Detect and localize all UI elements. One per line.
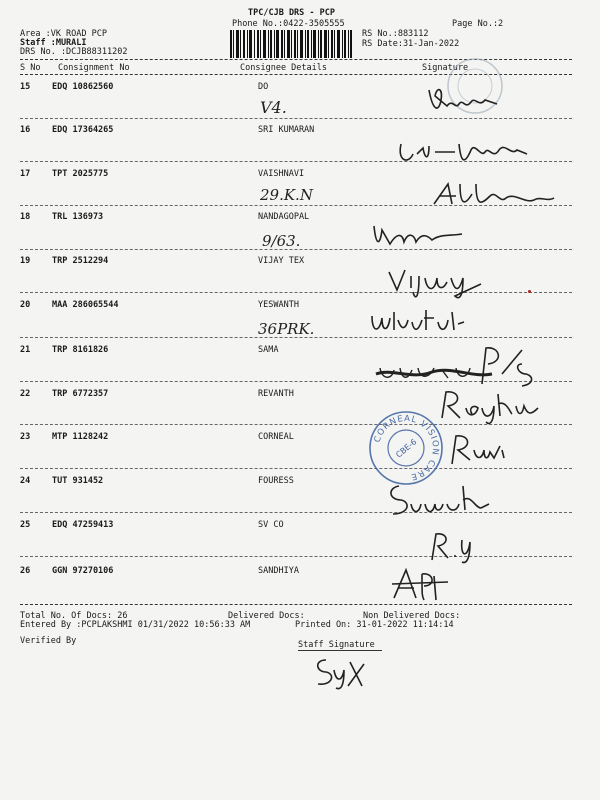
row-handnote: 36PRK. (258, 320, 315, 338)
row-consignee: SRI KUMARAN (258, 125, 315, 135)
row-sno: 23 (20, 432, 31, 442)
signature-row-15 (425, 82, 505, 118)
stamp-center-text: CBE-6 (394, 437, 419, 460)
col-consignment: Consignment No (58, 63, 130, 73)
signature-row-22 (438, 388, 548, 424)
col-sno: S No (20, 63, 41, 73)
printed-on: Printed On: 31-01-2022 11:14:14 (295, 620, 454, 630)
signature-row-23 (448, 432, 508, 466)
row-divider (20, 249, 572, 250)
row-handnote: V4. (260, 98, 287, 117)
table-bottom-rule (20, 604, 572, 605)
total-docs: Total No. Of Docs: 26 (20, 611, 128, 621)
row-consignee: VAISHNAVI (258, 169, 305, 179)
row-divider (20, 337, 572, 338)
col-consignee: Consignee Details (240, 63, 327, 73)
signature-row-24 (385, 480, 495, 520)
row-consignment: GGN 97270106 (52, 566, 114, 576)
row-sno: 25 (20, 520, 31, 530)
barcode (230, 30, 352, 58)
row-consignment: TRL 136973 (52, 212, 104, 222)
row-sno: 19 (20, 256, 31, 266)
row-consignment: EDQ 47259413 (52, 520, 114, 530)
entered-by: Entered By :PCPLAKSHMI 01/31/2022 10:56:33 AM (20, 620, 251, 630)
row-consignment: TUT 931452 (52, 476, 104, 486)
signature-row-20 (368, 306, 468, 336)
row-consignment: EDQ 17364265 (52, 125, 114, 135)
verified-by-label: Verified By (20, 636, 77, 646)
row-sno: 26 (20, 566, 31, 576)
ink-dot (528, 290, 531, 293)
row-sno: 21 (20, 345, 31, 355)
delivered-docs: Delivered Docs: (228, 611, 305, 621)
row-consignment: TRP 2512294 (52, 256, 109, 266)
staff-signature-label: Staff Signature (298, 640, 375, 650)
area-label: Area :VK ROAD PCP (20, 29, 107, 39)
stamp-ring-text: CORNEAL VISION CARE (372, 413, 441, 482)
row-consignee: VIJAY TEX (258, 256, 305, 266)
signature-row-18 (370, 220, 470, 250)
row-sno: 20 (20, 300, 31, 310)
row-consignee: YESWANTH (258, 300, 299, 310)
rs-number: RS No.:883112 (362, 29, 429, 39)
signature-row-19 (385, 262, 505, 302)
row-sno: 18 (20, 212, 31, 222)
row-consignee: DO (258, 82, 269, 92)
row-handnote: 9/63. (262, 232, 301, 250)
staff-label: Staff :MURALI (20, 38, 87, 48)
drs-number: DRS No. :DCJB88311202 (20, 47, 128, 57)
staff-signature-line (298, 650, 382, 651)
row-consignee: SANDHIYA (258, 566, 299, 576)
non-delivered-docs: Non Delivered Docs: (363, 611, 461, 621)
row-consignee: FOURESS (258, 476, 294, 486)
document-title: TPC/CJB DRS - PCP (248, 8, 335, 18)
row-consignee: REVANTH (258, 389, 294, 399)
signature-row-17 (430, 180, 560, 210)
rs-date: RS Date:31-Jan-2022 (362, 39, 460, 49)
row-handnote: 29.K.N (260, 186, 313, 204)
row-consignment: EDQ 10862560 (52, 82, 114, 92)
page-number: Page No.:2 (452, 19, 504, 29)
row-divider (20, 118, 572, 119)
signature-row-16 (395, 134, 535, 168)
row-sno: 15 (20, 82, 31, 92)
row-consignment: MAA 286065544 (52, 300, 119, 310)
row-consignee: NANDAGOPAL (258, 212, 310, 222)
row-divider (20, 468, 572, 469)
signature-row-26 (388, 566, 468, 606)
row-consignment: TPT 2025775 (52, 169, 109, 179)
row-consignment: TRP 6772357 (52, 389, 109, 399)
row-consignment: TRP 8161826 (52, 345, 109, 355)
company-stamp (368, 410, 444, 486)
row-sno: 17 (20, 169, 31, 179)
row-consignment: MTP 1128242 (52, 432, 109, 442)
row-consignee: SV CO (258, 520, 284, 530)
row-sno: 16 (20, 125, 31, 135)
row-sno: 22 (20, 389, 31, 399)
row-sno: 24 (20, 476, 31, 486)
row-consignee: SAMA (258, 345, 279, 355)
row-divider (20, 556, 572, 557)
phone-number: Phone No.:0422-3505555 (232, 19, 345, 29)
row-consignee: CORNEAL (258, 432, 294, 442)
col-signature: Signature (422, 63, 469, 73)
signature-row-21 (372, 344, 552, 392)
staff-signature (312, 654, 372, 690)
signature-row-25 (428, 530, 488, 566)
